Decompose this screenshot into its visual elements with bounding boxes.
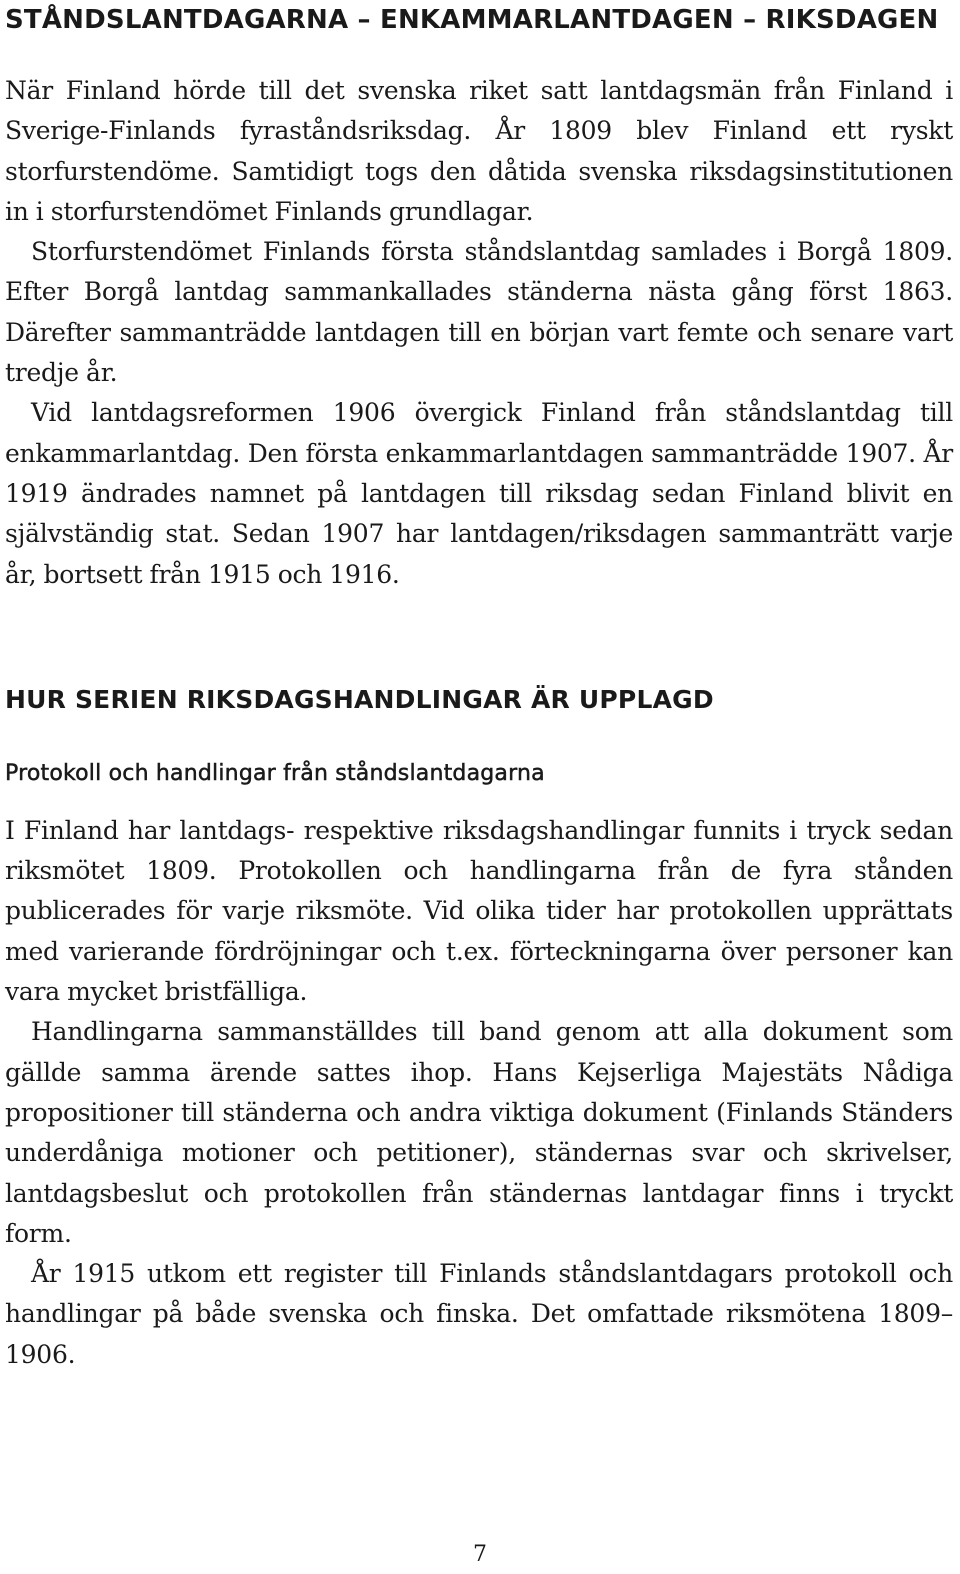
section-title-standslantdagarna: STÅNDSLANTDAGARNA – ENKAMMARLANTDAGEN – RIKSDAGEN	[5, 5, 939, 35]
paragraph: I Finland har lantdags- respektive riksdagshandlingar funnits i tryck sedan riksmötet 1809. Protokollen och handlingarna från de fyra stånden publicerades för varje riksmöte. Vid olika tider har protokollen upprättats med varierande fördröjningar och t.ex. förteckningarna över personer kan vara mycket bristfälliga.	[5, 815, 953, 1007]
paragraph: När Finland hörde till det svenska riket satt lantdagsmän från Finland i Sverige-Finlands fyraståndsriksdag. År 1809 blev Finland ett ryskt storfurstendöme. Samtidigt togs den dåtida svenska riksdagsinstitutionen in i storfurstendömet Finlands grundlagar.	[5, 76, 953, 226]
section-title-serien: HUR SERIEN RIKSDAGSHANDLINGAR ÄR UPPLAGD	[5, 684, 714, 714]
paragraph: År 1915 utkom ett register till Finlands ståndslantdagars protokoll och handlingar på både svenska och finska. Det omfattade riksmötena 1809–1906.	[5, 1259, 953, 1369]
paragraph: Vid lantdagsreformen 1906 övergick Finland från ståndslantdag till enkammarlantdag. Den första enkammarlantdagen sammanträdde 1907. År 1919 ändrades namnet på lantdagen till riksdag sedan Finland blivit en självständig stat. Sedan 1907 har lantdagen/riksdagen sammanträtt varje år, bortsett från 1915 och 1916.	[5, 398, 953, 589]
section-subtitle-protokoll: Protokoll och handlingar från ståndslantdagarna	[5, 760, 545, 786]
section-body-serien	[5, 811, 953, 1375]
page-number: 7	[473, 1542, 487, 1567]
document-page	[5, 0, 953, 1375]
section-body-history	[5, 71, 953, 595]
paragraph: Storfurstendömet Finlands första ståndslantdag samlades i Borgå 1809. Efter Borgå lantdag sammankallades ständerna nästa gång först 1863. Därefter sammanträdde lantdagen till en början vart femte och senare vart tredje år.	[5, 237, 953, 388]
paragraph: Handlingarna sammanställdes till band genom att alla dokument som gällde samma ärende sattes ihop. Hans Kejserliga Majestäts Nådiga propositioner till ständerna och andra viktiga dokument (Finlands Ständers underdåniga motioner och petitioner), ständernas svar och skrivelser, lantdagsbeslut och protokollen från ständernas lantdagar finns i tryckt form.	[5, 1017, 953, 1248]
